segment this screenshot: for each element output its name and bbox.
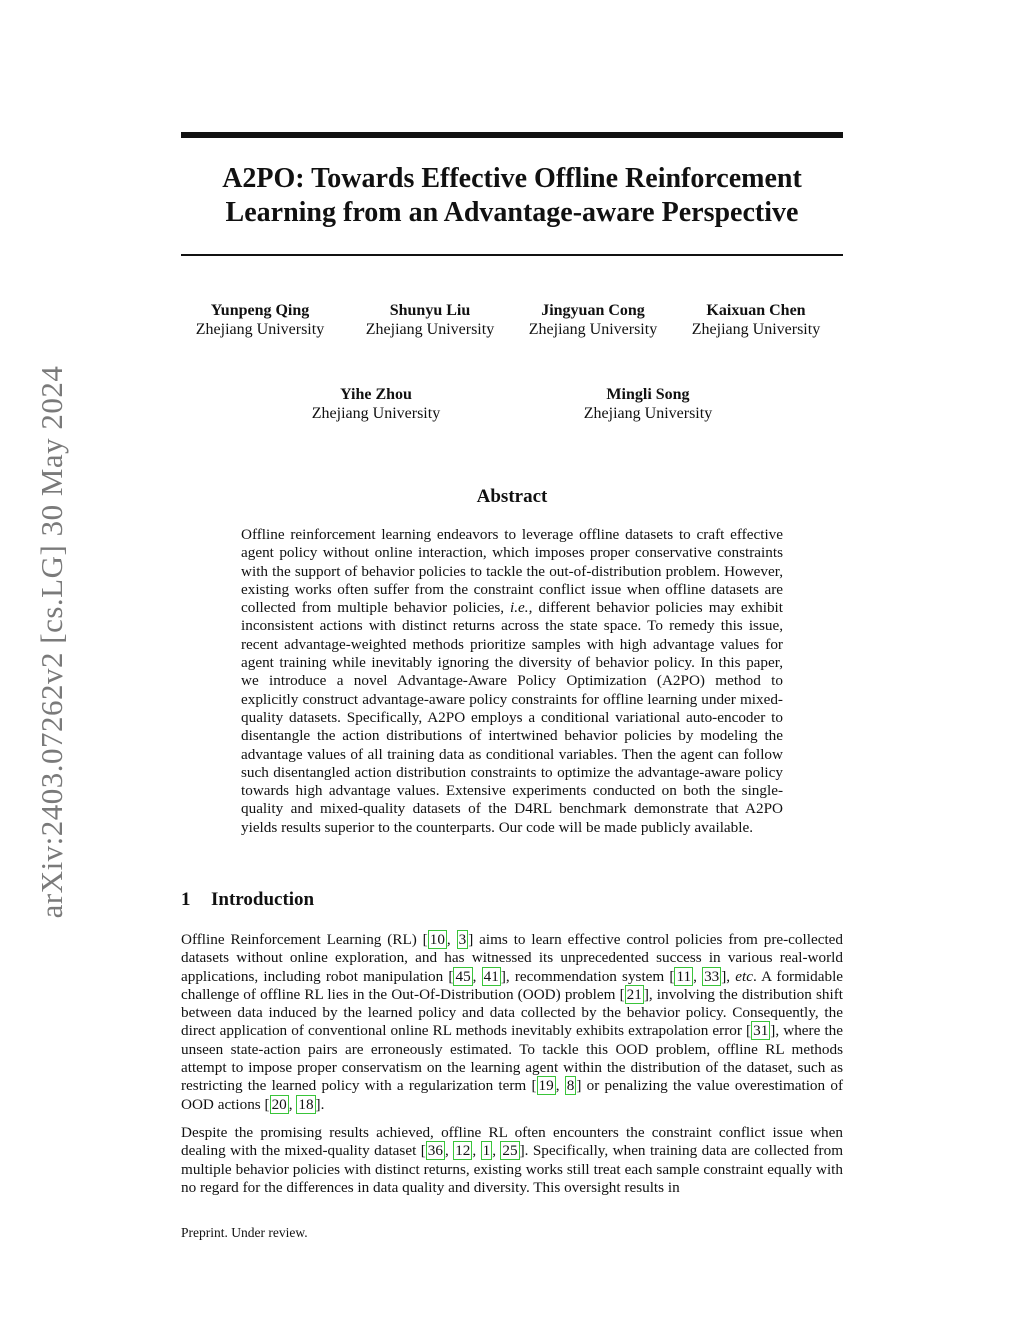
author-name: Jingyuan Cong bbox=[541, 302, 645, 319]
author-affiliation: Zhejiang University bbox=[195, 321, 325, 338]
paragraph-text: . A formidable challenge of offline RL lies in the Out-Of-Distribution (OOD) problem [ bbox=[181, 967, 844, 1003]
title-top-rule bbox=[181, 132, 843, 138]
paragraph-text: ], bbox=[721, 967, 736, 985]
paragraph-text: Despite the promising results achieved, offline RL often encounters the constraint conflict issue when dealing with the mixed-quality dataset [ bbox=[181, 1124, 843, 1160]
author-block bbox=[671, 301, 841, 339]
abstract-text-part: different behavior policies may exhibit inconsistent actions with distinct returns across the state space. To remedy this issue, recent advantage-weighted methods prioritize samples with high advantage values for agent training while inevitably ignoring the diversity of behavior policy. In this paper, we introduce a novel Advantage-Aware Policy Optimization (A2PO) method to explicitly construct advantage-aware policy constraints for offline learning under mixed-quality datasets. Specifically, A2PO employs a conditional variational auto-encoder to disentangle the action distributions of intertwined behavior policies by modeling the advantage values of all training data as conditional variables. Then the agent can follow such disentangled action distribution constraints to optimize the advantage-aware policy towards high advantage values. Extensive experiments conducted on both the single-quality and mixed-quality datasets of the D4RL benchmark demonstrate that A2PO yields results superior to the counterparts. Our code will be made publicly available. bbox=[241, 599, 783, 836]
author-block bbox=[563, 385, 733, 423]
author-block bbox=[345, 301, 515, 339]
title-line-2: Learning from an Advantage-aware Perspective bbox=[225, 197, 799, 228]
author-block bbox=[291, 385, 461, 423]
paragraph-text: ], involving the distribution shift between data induced by the learned policy and data collected by the behavior policy. Consequently, the direct application of conventional online RL methods inevitably exhibits extrapolation error [ bbox=[181, 985, 843, 1040]
citation-link[interactable]: 3 bbox=[458, 931, 467, 948]
section-title: Introduction bbox=[211, 889, 315, 910]
citation-link[interactable]: 20 bbox=[271, 1095, 287, 1113]
author-name: Yihe Zhou bbox=[340, 386, 412, 403]
author-name: Shunyu Liu bbox=[389, 302, 471, 319]
arxiv-identifier-stamp: arXiv:2403.07262v2 [cs.LG] 30 May 2024 bbox=[34, 365, 69, 919]
citation-link[interactable]: 31 bbox=[753, 1022, 769, 1040]
abstract-emphasis: i.e., bbox=[510, 599, 533, 617]
abstract-text-part: Offline reinforcement learning endeavors to leverage offline datasets to craft effective agent policy without online interaction, which imposes proper conservative constraints with the support of behavior policies to tackle the out-of-distribution problem. However, existing works often suffer from the constraint conflict issue when offline datasets are collected from multiple behavior policies, bbox=[241, 526, 783, 617]
citation-link[interactable]: 12 bbox=[455, 1142, 471, 1160]
citation-link[interactable]: 33 bbox=[704, 967, 720, 985]
paragraph-text: ]. bbox=[315, 1095, 325, 1113]
citation-link[interactable]: 41 bbox=[483, 967, 499, 985]
author-affiliation: Zhejiang University bbox=[311, 405, 441, 422]
paragraph-text: ] or penalizing the value overestimation of OOD actions [ bbox=[181, 1077, 843, 1113]
citation-link[interactable]: 8 bbox=[566, 1077, 575, 1095]
abstract-heading: Abstract bbox=[476, 486, 548, 507]
paragraph-text: ]. Specifically, when training data are collected from multiple behavior policies with distinct returns, existing works still treat each sample constraint equally with no regard for the differences in data quality and diversity. This oversight results in bbox=[181, 1142, 844, 1196]
author-affiliation: Zhejiang University bbox=[583, 405, 713, 422]
paragraph-text: ] aims to learn effective control policies from pre-collected datasets without online exploration, and has witnessed its unprecedented success in various real-world applications, including robot manipulation [ bbox=[181, 931, 843, 985]
citation-link[interactable]: 45 bbox=[455, 967, 471, 985]
author-name: Yunpeng Qing bbox=[210, 302, 310, 319]
citation-link[interactable]: 18 bbox=[298, 1095, 314, 1113]
author-block bbox=[175, 301, 345, 339]
author-block bbox=[508, 301, 678, 339]
abstract-text bbox=[241, 526, 783, 837]
citation-link[interactable]: 11 bbox=[676, 967, 692, 985]
author-affiliation: Zhejiang University bbox=[365, 321, 495, 338]
intro-paragraph-1: Offline Reinforcement Learning (RL) [ 10 , 3 ] aims to learn effective control policies from pre-collected datasets without online exploration, and has witnessed its unprecedented success in various real-world applications, including robot manipulation [ 45 , 41 ], recommendation system [ 11 , 33 ], etc. A formidable challenge of offline RL lies in the Out-Of-Distribution (OOD) problem [ 21 ], involving the distribution shift between data induced by the learned policy and data collected by the behavior policy. Consequently, the direct application of conventional online RL methods inevitably exhibits extrapolation error [ 31 ], where the unseen state-action pairs are erroneously estimated. To tackle this OOD problem, offline RL methods attempt to impose proper conservatism on the learning agent within the distribution of the dataset, such as restricting the learned policy with a regularization term [ 19 , 8 ] or penalizing the value overestimation of OOD actions [ 20 , 18 ]. bbox=[181, 931, 844, 1113]
title-bottom-rule bbox=[181, 254, 843, 256]
paper-title bbox=[181, 162, 843, 230]
citation-link[interactable]: 10 bbox=[429, 931, 445, 948]
paragraph-emphasis: etc bbox=[735, 967, 753, 985]
section-number: 1 bbox=[181, 889, 191, 910]
paragraph-text: ], recommendation system [ bbox=[500, 967, 675, 985]
citation-link[interactable]: 19 bbox=[538, 1077, 554, 1095]
section-heading-introduction bbox=[181, 889, 314, 911]
author-affiliation: Zhejiang University bbox=[528, 321, 658, 338]
intro-paragraph-2: Despite the promising results achieved, offline RL often encounters the constraint conflict issue when dealing with the mixed-quality dataset [ 36 , 12 , 1 , 25 ]. Specifically, when training data are collected from multiple behavior policies with distinct returns, existing works still treat each sample constraint equally with no regard for the differences in data quality and diversity. This oversight results in bbox=[181, 1124, 844, 1196]
title-line-1: A2PO: Towards Effective Offline Reinforcement bbox=[222, 163, 802, 194]
citation-link[interactable]: 25 bbox=[502, 1142, 518, 1160]
paragraph-text: ], where the unseen state-action pairs are erroneously estimated. To tackle this OOD problem, offline RL methods attempt to impose proper conservatism on the learning agent within the distribution of the dataset, such as restricting the learned policy with a regularization term [ bbox=[181, 1022, 844, 1095]
citation-link[interactable]: 36 bbox=[427, 1142, 443, 1160]
author-affiliation: Zhejiang University bbox=[691, 321, 821, 338]
paragraph-text: Offline Reinforcement Learning (RL) [ bbox=[181, 931, 428, 948]
page-footer-note: Preprint. Under review. bbox=[181, 1225, 308, 1240]
author-name: Kaixuan Chen bbox=[706, 302, 806, 319]
author-name: Mingli Song bbox=[606, 386, 690, 403]
citation-link[interactable]: 21 bbox=[626, 985, 642, 1003]
citation-link[interactable]: 1 bbox=[482, 1142, 491, 1160]
